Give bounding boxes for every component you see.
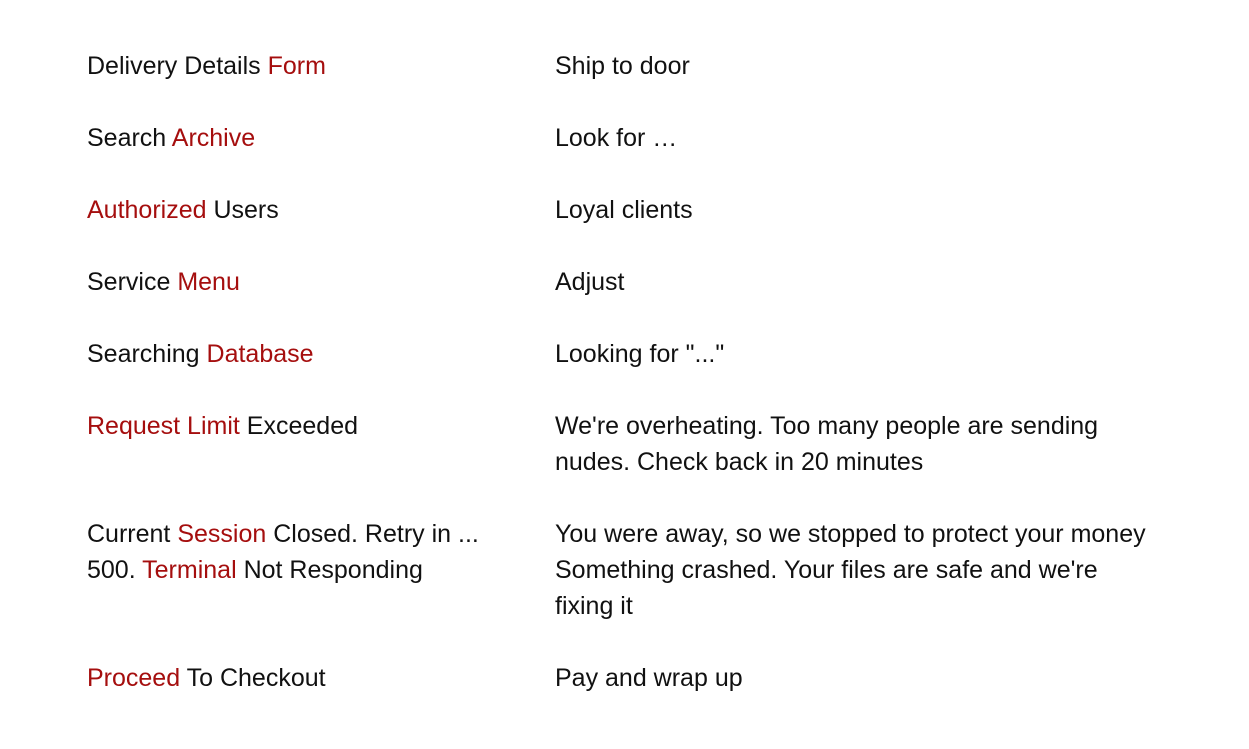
rewritten-text [555,48,1195,84]
source-term [87,192,555,228]
term-text: Searching [87,340,207,368]
source-term-line [87,552,555,588]
rewritten-text-line: fixing it [555,592,633,620]
highlighted-word: Form [267,52,326,80]
rewritten-text [555,336,1195,372]
rewritten-text [555,264,1195,300]
term-text: To Checkout [180,664,326,692]
highlighted-word: Authorized [87,196,207,224]
rewritten-text-line: Adjust [555,268,625,296]
term-text: Service [87,268,178,296]
table-row [87,516,1197,624]
source-term-line [87,264,555,300]
source-term [87,336,555,372]
rewritten-text [555,516,1195,624]
term-text: Delivery Details [87,52,268,80]
rewritten-text-line: We're overheating. Too many people are sending [555,412,1099,440]
term-text: Current [87,520,178,548]
highlighted-word: Terminal [142,556,237,584]
rewritten-text [555,408,1195,480]
table-row [87,660,1197,696]
highlighted-word: Menu [177,268,240,296]
rewritten-text-line: Pay and wrap up [555,664,743,692]
term-text: Search [87,124,172,152]
highlighted-word: Request Limit [87,412,240,440]
table-row [87,48,1197,84]
source-term-line [87,336,555,372]
table-row [87,336,1197,372]
source-term-line [87,516,555,552]
rewritten-text-line: nudes. Check back in 20 minutes [555,448,924,476]
rewritten-text-line: Loyal clients [555,196,693,224]
highlighted-word: Proceed [87,664,181,692]
table-row [87,264,1197,300]
rewritten-text-line: Look for … [555,124,678,152]
rewritten-text [555,660,1195,696]
rewritten-text [555,192,1195,228]
table-row [87,192,1197,228]
rewritten-text [555,120,1195,156]
table-row [87,408,1197,480]
rewritten-text-line: Ship to door [555,52,690,80]
source-term [87,660,555,696]
source-term-line [87,48,555,84]
source-term [87,408,555,444]
source-term [87,516,555,588]
term-text: Not Responding [236,556,423,584]
translation-table [87,48,1197,696]
term-text: Users [206,196,279,224]
source-term [87,120,555,156]
source-term [87,264,555,300]
source-term-line [87,192,555,228]
rewritten-text-line: You were away, so we stopped to protect your money [555,520,1146,548]
highlighted-word: Database [206,340,314,368]
rewritten-text-line: Something crashed. Your files are safe and we're [555,556,1098,584]
source-term-line [87,120,555,156]
highlighted-word: Session [177,520,267,548]
rewritten-text-line: Looking for "..." [555,340,725,368]
highlighted-word: Archive [171,124,256,152]
source-term [87,48,555,84]
term-text: Exceeded [239,412,358,440]
term-text: Closed. Retry in ... [266,520,479,548]
source-term-line [87,660,555,696]
source-term-line [87,408,555,444]
term-text: 500. [87,556,143,584]
table-row [87,120,1197,156]
